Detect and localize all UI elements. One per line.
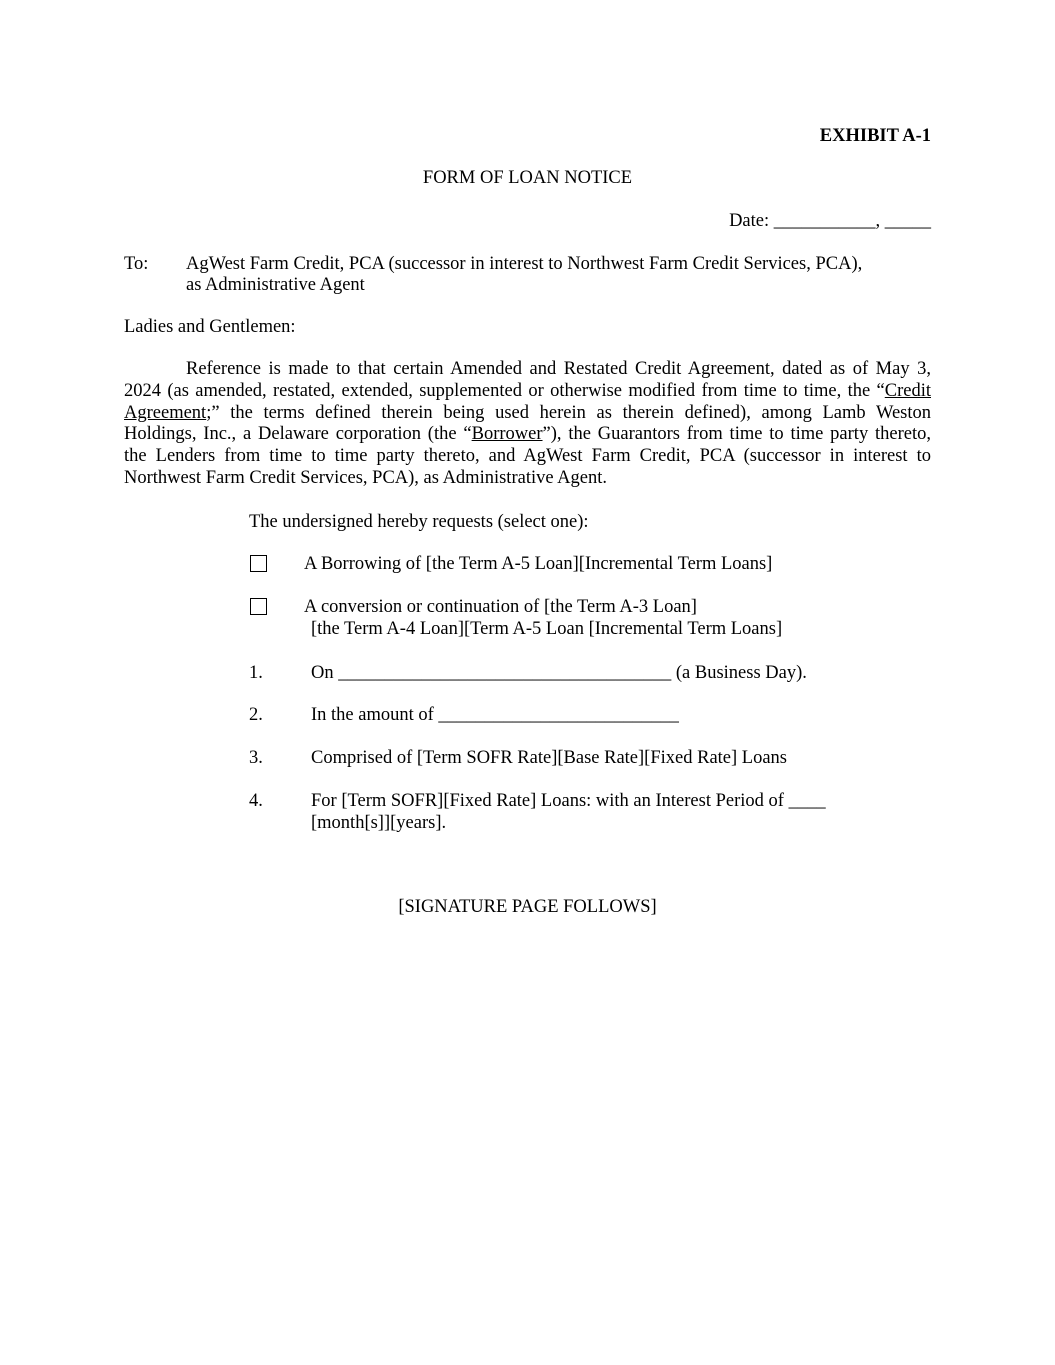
conversion-option-label: A conversion or continuation of [the Term A-3 Loan] bbox=[304, 597, 697, 617]
page-title: FORM OF LOAN NOTICE bbox=[422, 168, 633, 188]
paragraph-line-1: Reference is made to that certain Amended and Restated Credit Agreement, dated as of May 3, bbox=[186, 359, 931, 379]
defined-term-agreement: Agreement bbox=[124, 402, 207, 423]
item-interest-period: For [Term SOFR][Fixed Rate] Loans: with an Interest Period of ____ bbox=[311, 791, 826, 811]
defined-term-credit: Credit bbox=[884, 380, 931, 401]
exhibit-label: EXHIBIT A-1 bbox=[819, 126, 931, 146]
paragraph-text: 2024 (as amended, restated, extended, supplemented or otherwise modified from time to time, the “ bbox=[124, 380, 885, 401]
paragraph-text: ”), the Guarantors from time to time party thereto, bbox=[542, 424, 931, 445]
paragraph-line-5: the Lenders from time to time party thereto, and AgWest Farm Credit, PCA (successor in interest to bbox=[124, 446, 931, 467]
paragraph-line-3 bbox=[124, 403, 931, 425]
item-date-field: On ____________________________________ (a Business Day). bbox=[311, 663, 807, 683]
item-number: 4. bbox=[249, 791, 263, 811]
signature-page-note: [SIGNATURE PAGE FOLLOWS] bbox=[398, 897, 657, 917]
paragraph-line-4 bbox=[124, 424, 931, 446]
item-number: 1. bbox=[249, 663, 263, 683]
conversion-option-label-continued: [the Term A-4 Loan][Term A-5 Loan [Incremental Term Loans] bbox=[311, 619, 783, 639]
addressee-line-1: AgWest Farm Credit, PCA (successor in interest to Northwest Farm Credit Services, PCA), bbox=[186, 254, 863, 274]
borrowing-checkbox[interactable] bbox=[250, 555, 267, 572]
defined-term-borrower: Borrower bbox=[471, 424, 543, 445]
salutation: Ladies and Gentlemen: bbox=[124, 317, 296, 337]
conversion-checkbox[interactable] bbox=[250, 598, 267, 615]
borrowing-option-label: A Borrowing of [the Term A-5 Loan][Incremental Term Loans] bbox=[304, 554, 773, 574]
item-number: 3. bbox=[249, 748, 263, 768]
paragraph-text: Holdings, Inc., a Delaware corporation (the “ bbox=[124, 424, 472, 445]
paragraph-line-6: Northwest Farm Credit Services, PCA), as Administrative Agent. bbox=[124, 467, 607, 488]
item-interest-period-continued: [month[s]][years]. bbox=[311, 813, 447, 833]
paragraph-line-2 bbox=[124, 381, 931, 403]
item-number: 2. bbox=[249, 705, 263, 725]
addressee-line-2: as Administrative Agent bbox=[186, 275, 365, 295]
to-label: To: bbox=[124, 254, 149, 274]
request-intro: The undersigned hereby requests (select one): bbox=[249, 512, 589, 532]
item-loan-type: Comprised of [Term SOFR Rate][Base Rate][Fixed Rate] Loans bbox=[311, 748, 788, 768]
paragraph-text: ;” the terms defined therein being used herein as therein defined), among Lamb Weston bbox=[206, 402, 931, 423]
item-amount-field: In the amount of __________________________ bbox=[311, 705, 679, 725]
reference-paragraph bbox=[124, 359, 931, 490]
date-line: Date: ___________, _____ bbox=[729, 211, 931, 231]
